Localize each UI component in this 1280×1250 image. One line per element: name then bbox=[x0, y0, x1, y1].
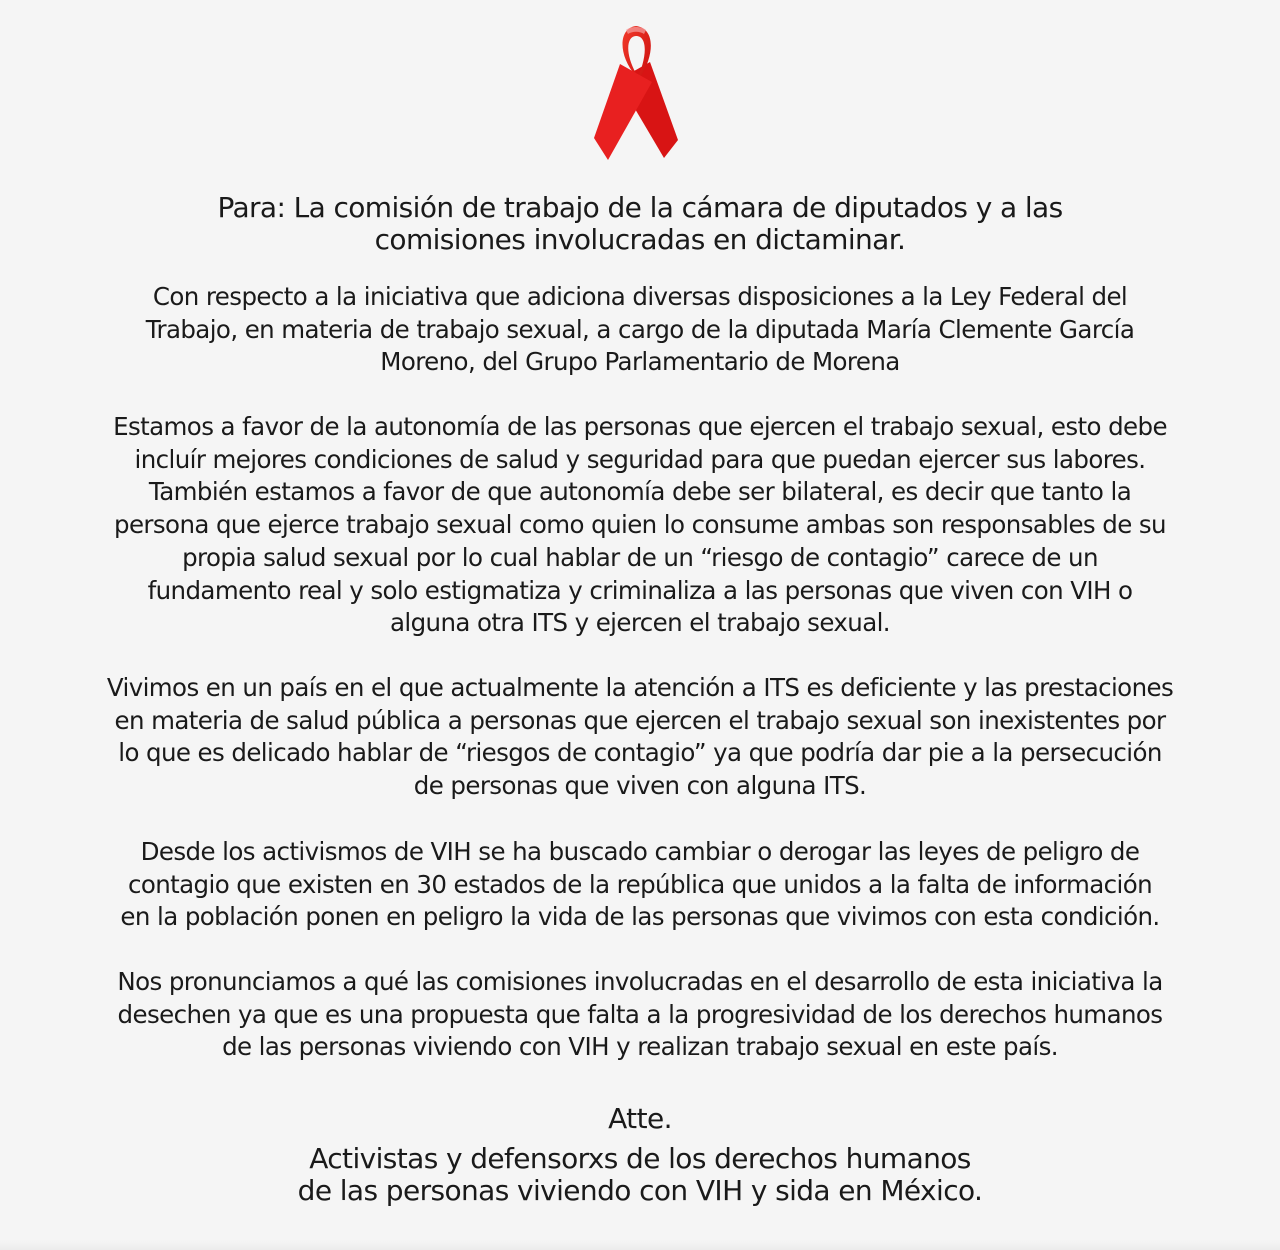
paragraph-initiative bbox=[0, 281, 1280, 379]
text-line: Trabajo, en materia de trabajo sexual, a cargo de la diputada María Clemente García bbox=[145, 314, 1135, 344]
text-line: persona que ejerce trabajo sexual como quien lo consume ambas son responsables de su bbox=[114, 510, 1166, 540]
text-line: desechen ya que es una propuesta que falta a la progresividad de los derechos humanos bbox=[117, 999, 1163, 1029]
text-line: lo que es delicado hablar de “riesgos de contagio” ya que podría dar pie a la persecución bbox=[118, 738, 1162, 768]
text-line: alguna otra ITS y ejercen el trabajo sexual. bbox=[389, 608, 890, 638]
red-ribbon-icon bbox=[588, 22, 684, 166]
closing: Atte. bbox=[608, 1102, 672, 1135]
paragraph-demand bbox=[0, 966, 1280, 1064]
text-line: Nos pronunciamos a qué las comisiones involucradas en el desarrollo de esta iniciativa la bbox=[117, 967, 1163, 996]
recipient-heading bbox=[0, 192, 1280, 256]
text-line: Desde los activismos de VIH se ha buscado cambiar o derogar las leyes de peligro de bbox=[140, 837, 1140, 866]
text-line: propia salud sexual por lo cual hablar de un “riesgo de contagio” carece de un bbox=[182, 542, 1098, 572]
text-line: en la población ponen en peligro la vida de las personas que vivimos con esta condición. bbox=[120, 902, 1160, 932]
heading-line: comisiones involucradas en dictaminar. bbox=[374, 223, 906, 256]
text-line: contagio que existen en 30 estados de la república que unidos a la falta de información bbox=[127, 869, 1153, 899]
text-line: Con respecto a la iniciativa que adiciona diversas disposiciones a la Ley Federal del bbox=[152, 282, 1128, 311]
text-line: de las personas viviendo con VIH y realizan trabajo sexual en este país. bbox=[222, 1032, 1058, 1062]
text-line: en materia de salud pública a personas que ejercen el trabajo sexual son inexistentes por bbox=[114, 705, 1166, 735]
paragraph-health-services bbox=[0, 672, 1280, 803]
text-line: fundamento real y solo estigmatiza y criminaliza a las personas que viven con VIH o bbox=[147, 575, 1133, 605]
heading-line: Para: La comisión de trabajo de la cámara de diputados y a las bbox=[217, 191, 1063, 224]
signature-line: de las personas viviendo con VIH y sida en México. bbox=[297, 1174, 983, 1207]
text-line: incluír mejores condiciones de salud y seguridad para que puedan ejercer sus labores. bbox=[134, 444, 1146, 474]
signature-line: Activistas y defensorxs de los derechos humanos bbox=[309, 1142, 971, 1175]
signature-block bbox=[0, 1103, 1280, 1207]
text-line: Vivimos en un país en el que actualmente la atención a ITS es deficiente y las prestaciones bbox=[106, 673, 1174, 702]
text-line: Estamos a favor de la autonomía de las personas que ejercen el trabajo sexual, esto debe bbox=[113, 412, 1167, 441]
bottom-edge bbox=[0, 1240, 1280, 1250]
paragraph-autonomy bbox=[0, 411, 1280, 640]
paragraph-activism bbox=[0, 836, 1280, 934]
text-line: de personas que viven con alguna ITS. bbox=[413, 771, 867, 801]
text-line: Moreno, del Grupo Parlamentario de Morena bbox=[380, 347, 900, 377]
text-line: También estamos a favor de que autonomía debe ser bilateral, es decir que tanto la bbox=[148, 477, 1132, 507]
